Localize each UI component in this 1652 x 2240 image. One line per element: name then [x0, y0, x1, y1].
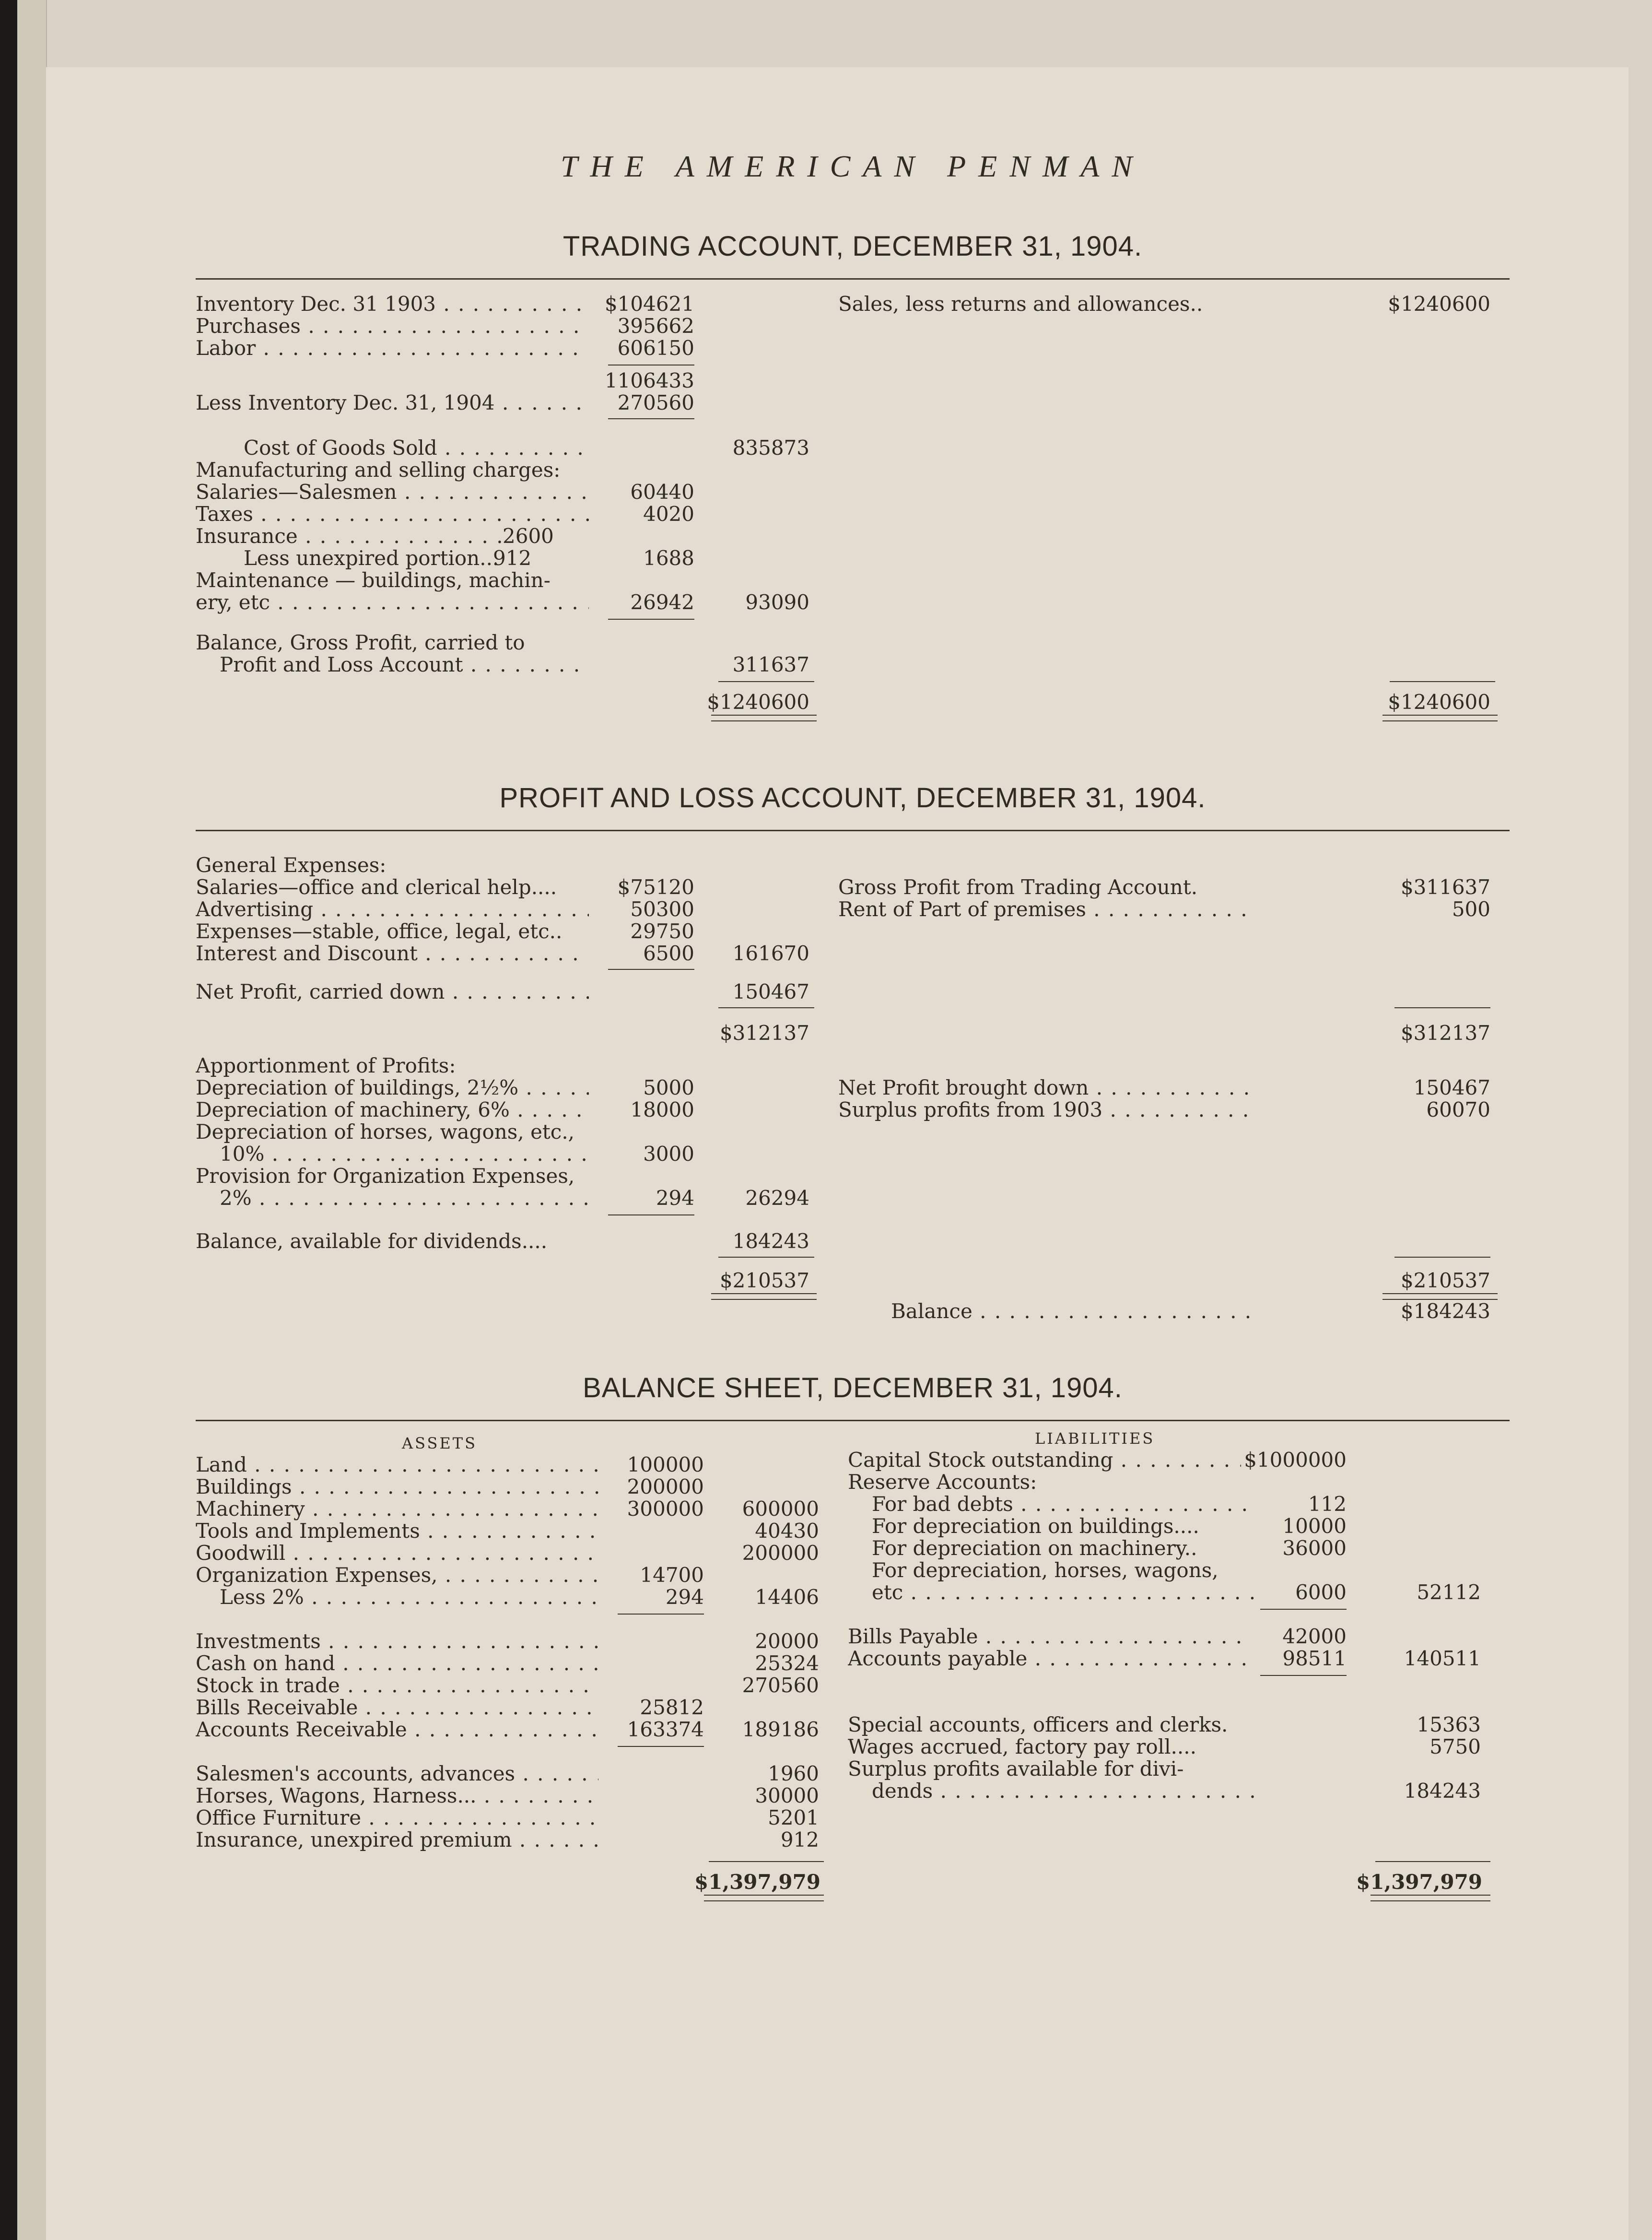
sum-rule	[1394, 1007, 1490, 1008]
sum-rule	[1375, 1861, 1490, 1862]
line-label: Reserve Accounts:	[848, 1471, 1037, 1494]
ledger-line	[196, 876, 819, 899]
line-label: Depreciation of horses, wagons, etc.,	[196, 1120, 575, 1144]
total-double-rule	[711, 1293, 817, 1300]
ledger-line	[196, 631, 819, 654]
line-label: Taxes . . .	[196, 503, 589, 526]
line-total: 5201	[768, 1806, 819, 1829]
line-total: 150467	[732, 980, 809, 1003]
line-label: Interest and Discount . . .	[196, 942, 589, 965]
ledger-line	[196, 1475, 829, 1498]
line-amount: 25812	[640, 1696, 704, 1719]
ledger-line	[196, 1696, 829, 1719]
ledger-line	[196, 898, 819, 921]
line-total: 15363	[1417, 1713, 1481, 1736]
line-amount: 395662	[617, 314, 694, 338]
line-label: Inventory Dec. 31 1903 . . .	[196, 293, 589, 316]
ledger-line	[848, 1515, 1510, 1538]
line-amount: 150467	[1413, 1076, 1490, 1099]
line-label: Horses, Wagons, Harness... . . .	[196, 1784, 598, 1807]
line-amount: 14700	[640, 1563, 704, 1587]
line-amount: 1688	[643, 546, 694, 570]
line-label: 2% . . .	[220, 1187, 589, 1210]
line-label: Surplus profits available for divi-	[848, 1757, 1184, 1780]
line-label: Rent of Part of premises . . .	[838, 898, 1251, 921]
ledger-line	[196, 369, 819, 392]
line-amount: 200000	[627, 1475, 704, 1498]
ledger-line	[838, 876, 1510, 899]
liabilities-heading: LIABILITIES	[1035, 1429, 1155, 1448]
sum-rule	[608, 969, 694, 970]
line-amount: 294	[656, 1186, 694, 1210]
sum-rule	[1260, 1609, 1347, 1610]
sum-rule	[608, 1214, 694, 1215]
line-label: Cost of Goods Sold . . .	[244, 436, 589, 460]
sum-rule	[1394, 1257, 1490, 1258]
inline-amount: 2600	[503, 524, 554, 548]
line-amount: $1000000	[1244, 1448, 1347, 1472]
line-label: Cash on hand . . .	[196, 1652, 598, 1675]
line-label: Insurance, unexpired premium . . .	[196, 1828, 598, 1851]
line-amount: 50300	[630, 897, 694, 921]
ledger-line	[196, 1828, 829, 1851]
sum-rule	[1260, 1675, 1347, 1676]
sum-rule	[608, 619, 694, 620]
line-label: Accounts Receivable . . .	[196, 1718, 598, 1741]
line-amount: 270560	[617, 391, 694, 414]
ledger-line	[196, 1652, 829, 1675]
line-label: For depreciation on buildings....	[872, 1515, 1199, 1538]
line-label: Net Profit brought down . . .	[838, 1076, 1251, 1099]
line-label: For bad debts . . .	[872, 1493, 1255, 1516]
ledger-line	[196, 1586, 829, 1609]
line-label: Profit and Loss Account . . .	[220, 653, 589, 676]
line-label: Machinery . . .	[196, 1497, 598, 1521]
line-total: 25324	[755, 1651, 819, 1675]
trading-top-rule	[196, 278, 1510, 280]
ledger-line	[848, 1780, 1510, 1803]
line-label: Buildings . . .	[196, 1475, 598, 1498]
balance-amount: $184243	[1400, 1299, 1490, 1323]
ledger-line	[848, 1757, 1510, 1780]
ledger-line	[196, 1497, 829, 1521]
line-amount: 60440	[630, 480, 694, 504]
ledger-line	[196, 1022, 819, 1045]
total-double-rule	[1383, 1293, 1498, 1300]
line-amount: 163374	[627, 1718, 704, 1741]
ledger-line	[838, 898, 1510, 921]
ledger-page	[46, 67, 1629, 2240]
trading-account-title: TRADING ACCOUNT, DECEMBER 31, 1904.	[562, 231, 1143, 262]
ledger-line	[838, 1300, 1510, 1323]
ledger-line	[196, 337, 819, 360]
ledger-line	[196, 436, 819, 460]
ledger-line	[196, 1187, 819, 1210]
line-label: General Expenses:	[196, 854, 387, 877]
ledger-line	[196, 691, 819, 714]
line-label: Salaries—Salesmen . . .	[196, 481, 589, 504]
assets-heading: ASSETS	[402, 1434, 478, 1452]
ledger-line	[196, 1054, 819, 1077]
line-label: dends . . .	[872, 1780, 1255, 1803]
ledger-line	[848, 1647, 1510, 1670]
line-amount: 500	[1452, 897, 1490, 921]
line-total: 5750	[1429, 1735, 1481, 1758]
line-label: Balance, available for dividends....	[196, 1230, 548, 1253]
ledger-line	[196, 1674, 829, 1697]
line-label: Gross Profit from Trading Account.	[838, 876, 1198, 899]
line-amount: 112	[1308, 1492, 1347, 1516]
ledger-line	[848, 1713, 1510, 1736]
line-label: Manufacturing and selling charges:	[196, 459, 561, 482]
line-amount: 1106433	[604, 369, 694, 392]
ledger-line	[196, 1230, 819, 1253]
line-amount: 300000	[627, 1497, 704, 1521]
line-label: Investments . . .	[196, 1630, 598, 1653]
balance-label: Balance . . .	[891, 1300, 1251, 1323]
liabilities-column	[848, 1449, 1510, 1986]
ledger-line	[848, 1581, 1510, 1604]
line-total: 40430	[755, 1519, 819, 1543]
ledger-line	[196, 547, 819, 570]
credit-total: $210537	[1400, 1269, 1490, 1292]
ledger-line	[196, 503, 819, 526]
sum-rule	[709, 1861, 824, 1862]
line-amount: 3000	[643, 1142, 694, 1166]
ledger-line	[196, 1120, 819, 1144]
debit-total: $1240600	[707, 690, 809, 714]
line-total: $312137	[719, 1021, 809, 1045]
ledger-line	[196, 920, 819, 943]
line-label: Less unexpired portion...	[244, 547, 499, 570]
ledger-line	[196, 1762, 829, 1785]
line-amount: 98511	[1282, 1647, 1347, 1670]
previous-page-edge	[17, 0, 47, 2240]
line-label: For depreciation on machinery..	[872, 1537, 1197, 1560]
line-amount: 60070	[1426, 1098, 1490, 1121]
balance-sheet-top-rule	[196, 1420, 1510, 1421]
line-label: Bills Receivable . . .	[196, 1696, 598, 1719]
line-label: Capital Stock outstanding . . .	[848, 1449, 1241, 1472]
line-label: Expenses—stable, office, legal, etc..	[196, 920, 562, 943]
line-total: 912	[780, 1828, 819, 1851]
line-amount: 10000	[1282, 1514, 1347, 1538]
balance-sheet-title: BALANCE SHEET, DECEMBER 31, 1904.	[583, 1372, 1123, 1403]
line-label: Maintenance — buildings, machin-	[196, 569, 551, 592]
line-amount: $75120	[617, 875, 694, 899]
line-total: 93090	[745, 590, 809, 614]
line-total: 270560	[742, 1674, 819, 1697]
line-amount: 6000	[1295, 1580, 1347, 1604]
line-amount: 4020	[643, 502, 694, 526]
line-total: 311637	[732, 653, 809, 676]
ledger-line	[196, 854, 819, 877]
ledger-line	[848, 1735, 1510, 1758]
ledger-line	[196, 391, 819, 414]
line-amount: 36000	[1282, 1536, 1347, 1560]
ledger-line	[838, 1076, 1510, 1099]
ledger-line	[848, 1625, 1510, 1648]
debit-total: $210537	[719, 1269, 809, 1292]
profit-loss-top-rule	[196, 830, 1510, 831]
ledger-line	[848, 1537, 1510, 1560]
ledger-line	[848, 1559, 1510, 1582]
ledger-line	[196, 1269, 819, 1292]
line-label: Depreciation of buildings, 2½% . . .	[196, 1076, 589, 1099]
line-label: Labor . . .	[196, 337, 589, 360]
line-amount: 6500	[643, 942, 694, 965]
ledger-line	[196, 1718, 829, 1741]
line-label: Stock in trade . . .	[196, 1674, 598, 1697]
line-label: Special accounts, officers and clerks.	[848, 1713, 1228, 1736]
ledger-line	[196, 1143, 819, 1166]
line-label: 10% . . .	[220, 1143, 589, 1166]
ledger-line	[196, 1542, 829, 1565]
sum-rule	[718, 1257, 814, 1258]
line-total: 161670	[732, 942, 809, 965]
ledger-line	[196, 653, 819, 676]
line-label: Salaries—office and clerical help....	[196, 876, 557, 899]
line-total: 184243	[732, 1229, 809, 1253]
ledger-line	[838, 1022, 1510, 1045]
line-total: 835873	[732, 436, 809, 460]
ledger-line	[838, 1269, 1510, 1292]
line-amount: $311637	[1400, 875, 1490, 899]
line-label: Goodwill . . .	[196, 1542, 598, 1565]
line-total: 26294	[745, 1186, 809, 1210]
line-total: 1960	[768, 1762, 819, 1785]
line-amount: 18000	[630, 1098, 694, 1121]
line-label: Balance, Gross Profit, carried to	[196, 631, 525, 654]
ledger-line	[848, 1871, 1510, 1894]
line-label: Bills Payable . . .	[848, 1625, 1251, 1648]
line-total: 189186	[742, 1718, 819, 1741]
profit-loss-debit-column	[196, 854, 819, 1381]
total-double-rule	[1371, 1895, 1490, 1901]
total-double-rule	[1383, 715, 1498, 721]
ledger-line	[196, 315, 819, 338]
trading-credit-column	[838, 293, 1510, 753]
line-label: Insurance . . .	[196, 525, 503, 548]
line-amount: 26942	[630, 590, 694, 614]
line-label: Less 2% . . .	[220, 1586, 598, 1609]
total-double-rule	[704, 1895, 824, 1901]
line-total: 600000	[742, 1497, 819, 1521]
line-label: Tools and Implements . . .	[196, 1520, 598, 1543]
trading-debit-column	[196, 293, 819, 825]
line-label: Organization Expenses, . . .	[196, 1564, 598, 1587]
ledger-line	[848, 1471, 1510, 1494]
line-label: Less Inventory Dec. 31, 1904 . . .	[196, 391, 589, 414]
inline-amount: 912	[493, 546, 532, 570]
line-total: 200000	[742, 1541, 819, 1565]
ledger-line	[196, 569, 819, 592]
line-label: Sales, less returns and allowances..	[838, 293, 1203, 316]
line-total: 140511	[1404, 1647, 1481, 1670]
line-label: Land . . .	[196, 1453, 598, 1476]
sum-rule	[618, 1614, 704, 1615]
line-amount: 29750	[630, 920, 694, 943]
line-total: 20000	[755, 1629, 819, 1653]
ledger-line	[196, 1520, 829, 1543]
assets-total: $1,397,979	[694, 1870, 821, 1894]
credit-total: $1240600	[1388, 690, 1490, 714]
ledger-line	[196, 980, 819, 1003]
line-label: Advertising . . .	[196, 898, 589, 921]
line-label: Surplus profits from 1903 . . .	[838, 1098, 1251, 1121]
ledger-line	[196, 1806, 829, 1829]
sum-rule	[618, 1746, 704, 1747]
ledger-line	[196, 1564, 829, 1587]
profit-loss-credit-column	[838, 854, 1510, 1381]
line-label: Office Furniture . . .	[196, 1806, 598, 1829]
ledger-line	[838, 691, 1510, 714]
line-label: ery, etc . . .	[196, 591, 589, 614]
ledger-line	[196, 1453, 829, 1476]
ledger-line	[838, 1098, 1510, 1121]
line-label: Wages accrued, factory pay roll....	[848, 1735, 1196, 1758]
ledger-line	[196, 459, 819, 482]
ledger-line	[196, 1630, 829, 1653]
ledger-line	[838, 293, 1510, 316]
ledger-line	[196, 1165, 819, 1188]
sum-rule	[718, 1007, 814, 1008]
liabilities-total: $1,397,979	[1356, 1870, 1483, 1894]
assets-column	[196, 1453, 829, 1986]
line-amount: $104621	[604, 292, 694, 316]
journal-title: THE AMERICAN PENMAN	[560, 149, 1145, 183]
line-label: Depreciation of machinery, 6% . . .	[196, 1098, 589, 1121]
ledger-line	[196, 1076, 819, 1099]
line-total: 14406	[755, 1585, 819, 1609]
line-label: Net Profit, carried down . . .	[196, 980, 589, 1003]
line-amount: $1240600	[1388, 292, 1490, 316]
line-amount: 42000	[1282, 1625, 1347, 1648]
profit-loss-title: PROFIT AND LOSS ACCOUNT, DECEMBER 31, 1904.	[499, 782, 1206, 813]
ledger-line	[196, 1871, 829, 1894]
line-label: Apportionment of Profits:	[196, 1054, 456, 1077]
line-label: Salesmen's accounts, advances . . .	[196, 1762, 598, 1785]
sum-rule	[608, 418, 694, 419]
line-total: 184243	[1404, 1779, 1481, 1803]
line-label: Provision for Organization Expenses,	[196, 1165, 575, 1188]
ledger-line	[196, 293, 819, 316]
line-total: 52112	[1417, 1580, 1481, 1604]
ledger-line	[196, 1784, 829, 1807]
total-double-rule	[711, 715, 817, 721]
line-total: 30000	[755, 1784, 819, 1807]
sum-rule	[718, 681, 814, 682]
book-binding	[0, 0, 17, 2240]
line-label: Purchases . . .	[196, 315, 589, 338]
line-label: etc . . .	[872, 1581, 1255, 1604]
ledger-line	[196, 481, 819, 504]
line-label: For depreciation, horses, wagons,	[872, 1559, 1218, 1582]
ledger-line	[848, 1449, 1510, 1472]
line-amount: 5000	[643, 1076, 694, 1099]
sum-rule	[1390, 681, 1495, 682]
line-amount: 294	[665, 1585, 704, 1609]
ledger-line	[196, 942, 819, 965]
line-amount: 100000	[627, 1453, 704, 1476]
line-label: Accounts payable . . .	[848, 1647, 1251, 1670]
line-amount: $312137	[1400, 1021, 1490, 1045]
ledger-line	[196, 525, 819, 548]
ledger-line	[848, 1493, 1510, 1516]
line-amount: 606150	[617, 336, 694, 360]
ledger-line	[196, 591, 819, 614]
ledger-line	[196, 1098, 819, 1121]
